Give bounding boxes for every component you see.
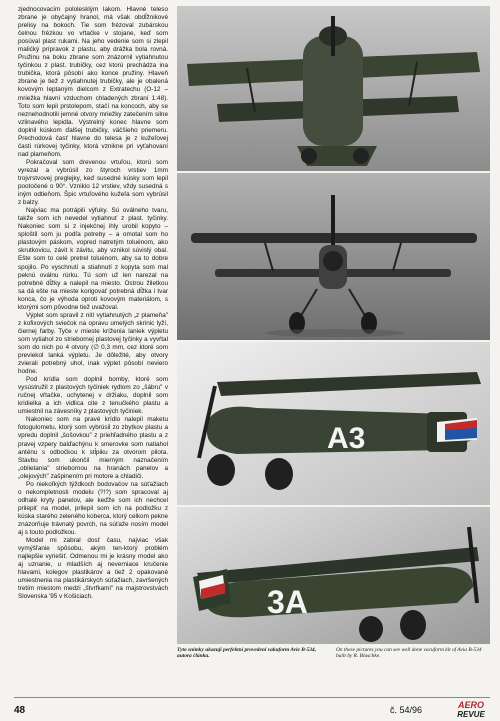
aero-revue-logo: [448, 699, 494, 719]
photo-biplane-front: [177, 173, 490, 340]
aircraft-marking: 3A: [267, 584, 308, 620]
photo-biplane-overhead: [177, 6, 490, 171]
paragraph: Model mi zabral dosť času, najviac však vymýšľanie spôsobu, akým ten-ktorý problém najlepšie vyriešiť. Odmenou mi je krásny model ako aj uznanie, u mladších aj neverniace kručenie hlavami, kolegov plastikárov a tiež 2 opakované umiestnenia na plastikárskych súťažiach, završených tretím miestom medzi „štvrfkami" na majstrovstvách Slovenska '95 v Košiciach.: [18, 537, 168, 601]
paragraph: Najviac ma potrápili výfuky. Sú oválneho tvaru, takže som ich nevedel vytiahnuť z plast. tyčinky. Nakoniec som si z injekčnej ihly urobil kopyto – sploštil som ju podľa potreby – a omotal som ho plastovým páskom, vopred natretým toluénom, ako skrutkovicu, závit k závitu, aby vznikol súvislý obal. Ešte som to celé pretrel toluénom, aby sa to dobre spojilo. Po vyschnutí a stiahnutí z kopyta som mal peknú oválnu rúrku. Tú som už len narezal na potrebné dĺžky a nalepil na miesto. Ostrou žiletkou sa dá ešte na mieste korigovať potrebná dĺžka i tvar konca, čo je výhoda oproti kovovým materiálom, s ktorými som pôvodne tiež uvažoval.: [18, 207, 168, 311]
article-text-column: [18, 6, 168, 601]
paragraph: zjednocovacím pololesklým lakom. Hlavné teleso zbrane je obyčajný hranol, má však obdĺžnikové prelisy na bokoch. Tie som frézoval zubárskou čelnou frézkou vo vŕtačke v stojane, keď som posúval plast rukami. Na jeho vedenie som si zlepil malićký prípravok z plastu, aby drážka bola rovná. Pružinu na boku zbrane som znázornil vytiahnutou tyčinkou z plast. trubičky, cez ktorú prechádza ina trubička, ktorá pôsobí ako konce pružiny. Hlaveň zbrane je tiež z vytiahnutej trubičky, ale je obalená kovovým leptaným dielcom z Extratechu (O-12 – mriežka hlavní vzduchom chladených zbraní 1:48). Toto som lepil prstolepom, stačí na koncoch, aby se neznehodnotili jemné otvory mriežky zatečením silne vzlinavého lepidla. Výstrelný konec hlavne som doplnil kúskom ďalšej trubičky, väčšieho priemeru. Prechodová časť hlavne do telesa je z kužeľovej časti rúrkovej tyčinky, ktorá vznikne pri vyťahovaní nad plameňom.: [18, 6, 168, 158]
paragraph: Výplet som spravil z nití vytiahnutých „z plameňa" z kofixových sviečok na opravu umelých skrinic lyží, čiernej farby. Tyče v mieste kríženia laniek výpletu som vytiahol zo striebornej plastovej tyčinky a vyvŕtal som do nich po 4 otvory (∅ 0,3 mm, cez ktoré som previekol lanká výpletu. Je dôležité, aby otvory zvierali potrebný uhol, inak výplet pôsobí neviero hodne.: [18, 311, 168, 376]
caption-english: On these pictures you can see well done vacuform kit of Avia B-534 built by R. Blaschke.: [336, 647, 482, 660]
biplane-side-3a-image: [177, 507, 490, 644]
biplane-front-image: [177, 173, 490, 340]
logo-top-text: AERO: [457, 700, 485, 710]
logo-bottom-text: REVUE: [457, 710, 485, 719]
paragraph: Nakoniec som na pravé krídlo nalepil maketu fotogulometu, ktorý som vybrúsil zo zbytkov plastu a vpredu doplnil „šošovkou" z priehľadného plastu a z pravej vzpery balďachýnu k smerovke som natiahol anténu s odbočkou k stĺpiku za otvorom pilota. Stavbu som ukončil mierným naznačením „oblietania" striebornou na hranách panelov a „olejových" zašpinením pri motore a chladiči.: [18, 416, 168, 480]
biplane-overhead-image: [177, 6, 490, 171]
caption-slovak: Tyto snímky ukazují perfektní provedení vakuform Avie B-534, autora článku.: [177, 647, 317, 660]
footer-divider: [14, 697, 490, 698]
paragraph: Po niekoľkých týždkoch bodovačov na súťažiach o nekompletnosti modelu (?!?) som spracoval aj odhalé kryty panelov, ale keďže som ich nechcel prilepiť na model, prilepil som ich na podložku z kúska starého zeleného koberca, ktorý celkom pekne znázorňuje trávnatý povrch, na súťaže nosím model aj s touto podložkou.: [18, 480, 168, 537]
biplane-side-a3-image: [177, 342, 490, 505]
photo-biplane-side-3a: [177, 507, 490, 644]
paragraph: Pokračoval som drevenou vrtuľou, ktorú som vyrezal a vybrúsil zo štyroch vrstiev 1mm trojvrstvovej preglejky, keď susedné kúsky som lepil pootočené o 90°. Vzniklo 12 vrstiev, vždy susedná s iným odtieňom. Špic vrtuľového kužeľa som vybrúsil z balzy.: [18, 158, 168, 207]
page-number: 48: [14, 705, 26, 716]
photo-biplane-side-a3: [177, 342, 490, 505]
aircraft-marking: A3: [327, 422, 366, 455]
issue-number: č. 54/96: [390, 705, 423, 715]
paragraph: Pod krídla som doplnil bomby, ktoré som vysústružil z plastových tyčiniek rydlom zo „šábru" v ručnej vŕtačke, uchytenej v držiaku, doplnil som kridielka a ich vidlica cite z tenučkého plastu a umiestnil na závesníky z plastových tyčiniek.: [18, 376, 168, 416]
